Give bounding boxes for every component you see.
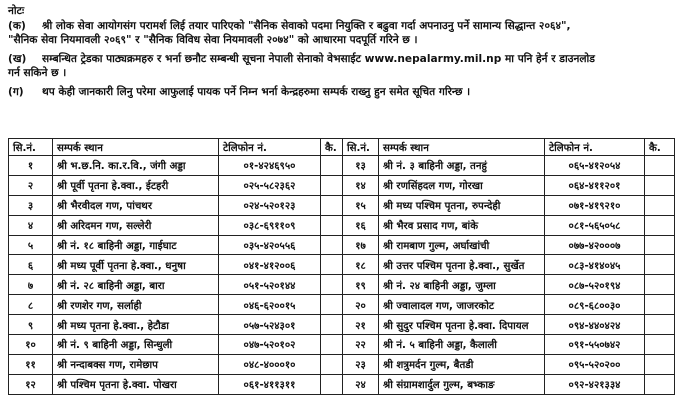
telephone-cell: ०९५-५२०२०० <box>545 354 645 374</box>
telephone-cell: ०८७-५२०१९४ <box>545 275 645 295</box>
telephone-cell: ०२४-५२०१२३ <box>219 195 321 215</box>
contact-place-cell: श्री शत्रुमर्दन गुल्म, बैतडी <box>379 354 545 374</box>
contact-place-cell: श्री नं. ५ बाहिनी अड्डा, कैलाली <box>379 335 545 355</box>
contact-place-cell: श्री पूर्वी पृतना हे.क्वा., ईटहरी <box>53 175 219 195</box>
remarks-cell <box>645 156 675 176</box>
contact-place-cell: श्री नं. ९ बाहिनी अड्डा, सिन्धुली <box>53 335 219 355</box>
recruitment-centers-table <box>8 138 675 395</box>
table-row <box>9 335 675 355</box>
contact-place-cell: श्री नन्दाबक्स गण, रामेछाप <box>53 354 219 374</box>
serial-cell: २ <box>9 175 53 195</box>
table-row <box>9 195 675 215</box>
remarks-cell <box>321 295 343 315</box>
table-row <box>9 275 675 295</box>
serial-cell: २४ <box>343 374 379 394</box>
header-remarks: कै. <box>645 139 675 156</box>
table-row <box>9 255 675 275</box>
contact-place-cell: श्री नं. २८ बाहिनी अड्डा, बारा <box>53 275 219 295</box>
note-text-continued: "सैनिक सेवा नियमावली २०६९" र "सैनिक विविध सेवा नियमावली २०७४" को आधारमा पदपूर्ति गरिने छ । <box>8 34 418 46</box>
contact-place-cell: श्री भ.छ.नि. का.र.वि., जंगी अड्डा <box>53 156 219 176</box>
telephone-cell: ०४६-६२००१५ <box>219 295 321 315</box>
telephone-cell: ०४७-५२०१०२ <box>219 335 321 355</box>
telephone-cell: ०१-४२४६९५० <box>219 156 321 176</box>
telephone-cell: ०९२-४२१३३४ <box>545 374 645 394</box>
contact-place-cell: श्री नं. २४ बाहिनी अड्डा, जुम्ला <box>379 275 545 295</box>
remarks-cell <box>645 374 675 394</box>
remarks-cell <box>321 215 343 235</box>
telephone-cell: ०६१-४११३११ <box>219 374 321 394</box>
note-text: सम्बन्धित ट्रेडका पाठ्यक्रमहरु र भर्ना छनौट सम्बन्धी सूचना नेपाली सेनाको वेभसाईट www.nepalarmy.mil.np मा पनि हेर्न र डाउनलोड <box>42 53 595 65</box>
serial-cell: ६ <box>9 255 53 275</box>
serial-cell: १५ <box>343 195 379 215</box>
header-serial: सि.नं. <box>9 139 53 156</box>
header-remarks: कै. <box>321 139 343 156</box>
contact-place-cell: श्री मध्य पश्चिम पृतना, रुपन्देही <box>379 195 545 215</box>
telephone-cell: ०४८-४०००१० <box>219 354 321 374</box>
table-row <box>9 215 675 235</box>
telephone-cell: ०७७-४२०००७ <box>545 235 645 255</box>
contact-place-cell: श्री भैरव प्रसाद गण, बांके <box>379 215 545 235</box>
note-text: श्री लोक सेवा आयोगसंग परामर्श लिई तयार पारिएको "सैनिक सेवाको पदमा नियुक्ति र बढुवा गर्दा अपनाउनु पर्ने सामान्य सिद्धान्त २०६४", <box>42 20 571 32</box>
notes-section <box>8 4 674 99</box>
table-row <box>9 374 675 394</box>
serial-cell: १३ <box>343 156 379 176</box>
contact-place-cell: श्री पश्चिम पृतना हे.क्वा. पोखरा <box>53 374 219 394</box>
serial-cell: ११ <box>9 354 53 374</box>
telephone-cell: ०२५-५८२३६२ <box>219 175 321 195</box>
table-row <box>9 156 675 176</box>
telephone-cell: ०९१-५५०७४२ <box>545 335 645 355</box>
table-row <box>9 315 675 335</box>
note-marker: (ख) <box>8 53 27 65</box>
remarks-cell <box>645 295 675 315</box>
serial-cell: २३ <box>343 354 379 374</box>
serial-cell: ७ <box>9 275 53 295</box>
remarks-cell <box>321 335 343 355</box>
remarks-cell <box>645 275 675 295</box>
remarks-cell <box>321 354 343 374</box>
remarks-cell <box>645 255 675 275</box>
header-contact-place: सम्पर्क स्थान <box>53 139 219 156</box>
serial-cell: १९ <box>343 275 379 295</box>
contact-place-cell: श्री संग्रामशार्दुल गुल्म, बभ्काङ <box>379 374 545 394</box>
contact-place-cell: श्री रामबाण गुल्म, अर्घाखांची <box>379 235 545 255</box>
serial-cell: ८ <box>9 295 53 315</box>
contact-place-cell: श्री रणसिंहदल गण, गोरखा <box>379 175 545 195</box>
note-text-continued: गर्न सकिने छ । <box>8 67 67 79</box>
telephone-cell: ०८३-४१४०४५ <box>545 255 645 275</box>
telephone-cell: ०७१-४१९२१० <box>545 195 645 215</box>
table-row <box>9 295 675 315</box>
header-telephone: टेलिफोन नं. <box>219 139 321 156</box>
contact-place-cell: श्री उत्तर पश्चिम पृतना हे.क्वा., सुर्खेत <box>379 255 545 275</box>
telephone-cell: ०३८-६९११०९ <box>219 215 321 235</box>
remarks-cell <box>321 255 343 275</box>
telephone-cell: ०८९-६८००३० <box>545 295 645 315</box>
telephone-cell: ०८१-५६५०५८ <box>545 215 645 235</box>
note-text: थप केही जानकारी लिनु परेमा आफुलाई पायक पर्ने निम्न भर्ना केन्द्रहरुमा सम्पर्क राख्नु हुन समेत सूचित गरिन्छ । <box>42 86 471 98</box>
serial-cell: २० <box>343 295 379 315</box>
remarks-cell <box>321 156 343 176</box>
contact-place-cell: श्री मध्य पृतना हे.क्वा., हेटौडा <box>53 315 219 335</box>
remarks-cell <box>645 215 675 235</box>
telephone-cell: ०६४-४११२०१ <box>545 175 645 195</box>
serial-cell: ३ <box>9 195 53 215</box>
remarks-cell <box>321 315 343 335</box>
table-header-row <box>9 139 675 156</box>
serial-cell: १० <box>9 335 53 355</box>
remarks-cell <box>321 374 343 394</box>
remarks-cell <box>645 335 675 355</box>
contact-place-cell: श्री सुदुर पश्चिम पृतना हे.क्वा. दिपायल <box>379 315 545 335</box>
header-telephone: टेलिफोन नं. <box>545 139 645 156</box>
remarks-cell <box>645 354 675 374</box>
table-row <box>9 235 675 255</box>
note-marker: (क) <box>8 20 26 32</box>
serial-cell: २२ <box>343 335 379 355</box>
remarks-cell <box>321 275 343 295</box>
contact-place-cell: श्री ज्वालादल गण, जाजरकोट <box>379 295 545 315</box>
table-row <box>9 354 675 374</box>
contact-place-cell: श्री अरिदमन गण, सल्लेरी <box>53 215 219 235</box>
remarks-cell <box>645 195 675 215</box>
contact-place-cell: श्री नं. ३ बाहिनी अड्डा, तनहुं <box>379 156 545 176</box>
remarks-cell <box>645 315 675 335</box>
header-contact-place: सम्पर्क स्थान <box>379 139 545 156</box>
remarks-cell <box>645 235 675 255</box>
remarks-cell <box>321 235 343 255</box>
telephone-cell: ०५७-५२४३०१ <box>219 315 321 335</box>
serial-cell: १२ <box>9 374 53 394</box>
note-ka <box>8 19 674 33</box>
remarks-cell <box>321 175 343 195</box>
serial-cell: ४ <box>9 215 53 235</box>
header-serial: सि.नं. <box>343 139 379 156</box>
telephone-cell: ०५१-५२०१४४ <box>219 275 321 295</box>
serial-cell: ९ <box>9 315 53 335</box>
notes-heading: नोटः <box>8 5 25 17</box>
telephone-cell: ०३५-४२०५५६ <box>219 235 321 255</box>
remarks-cell <box>321 195 343 215</box>
contact-place-cell: श्री मध्य पूर्वी पृतना हे.क्वा., धनुषा <box>53 255 219 275</box>
serial-cell: १४ <box>343 175 379 195</box>
telephone-cell: ०४१-४१२००६ <box>219 255 321 275</box>
table-row <box>9 175 675 195</box>
serial-cell: १ <box>9 156 53 176</box>
note-ga <box>8 85 674 99</box>
serial-cell: ५ <box>9 235 53 255</box>
contact-place-cell: श्री रणशेर गण, सर्लाही <box>53 295 219 315</box>
contact-place-cell: श्री नं. १८ बाहिनी अड्डा, गाईघाट <box>53 235 219 255</box>
serial-cell: १८ <box>343 255 379 275</box>
serial-cell: २१ <box>343 315 379 335</box>
remarks-cell <box>645 175 675 195</box>
note-kha <box>8 52 674 66</box>
contact-place-cell: श्री भैरवीदल गण, पांचथर <box>53 195 219 215</box>
telephone-cell: ०६५-४१२०५४ <box>545 156 645 176</box>
note-marker: (ग) <box>8 86 24 98</box>
serial-cell: १७ <box>343 235 379 255</box>
telephone-cell: ०९४-४४०४२४ <box>545 315 645 335</box>
serial-cell: १६ <box>343 215 379 235</box>
